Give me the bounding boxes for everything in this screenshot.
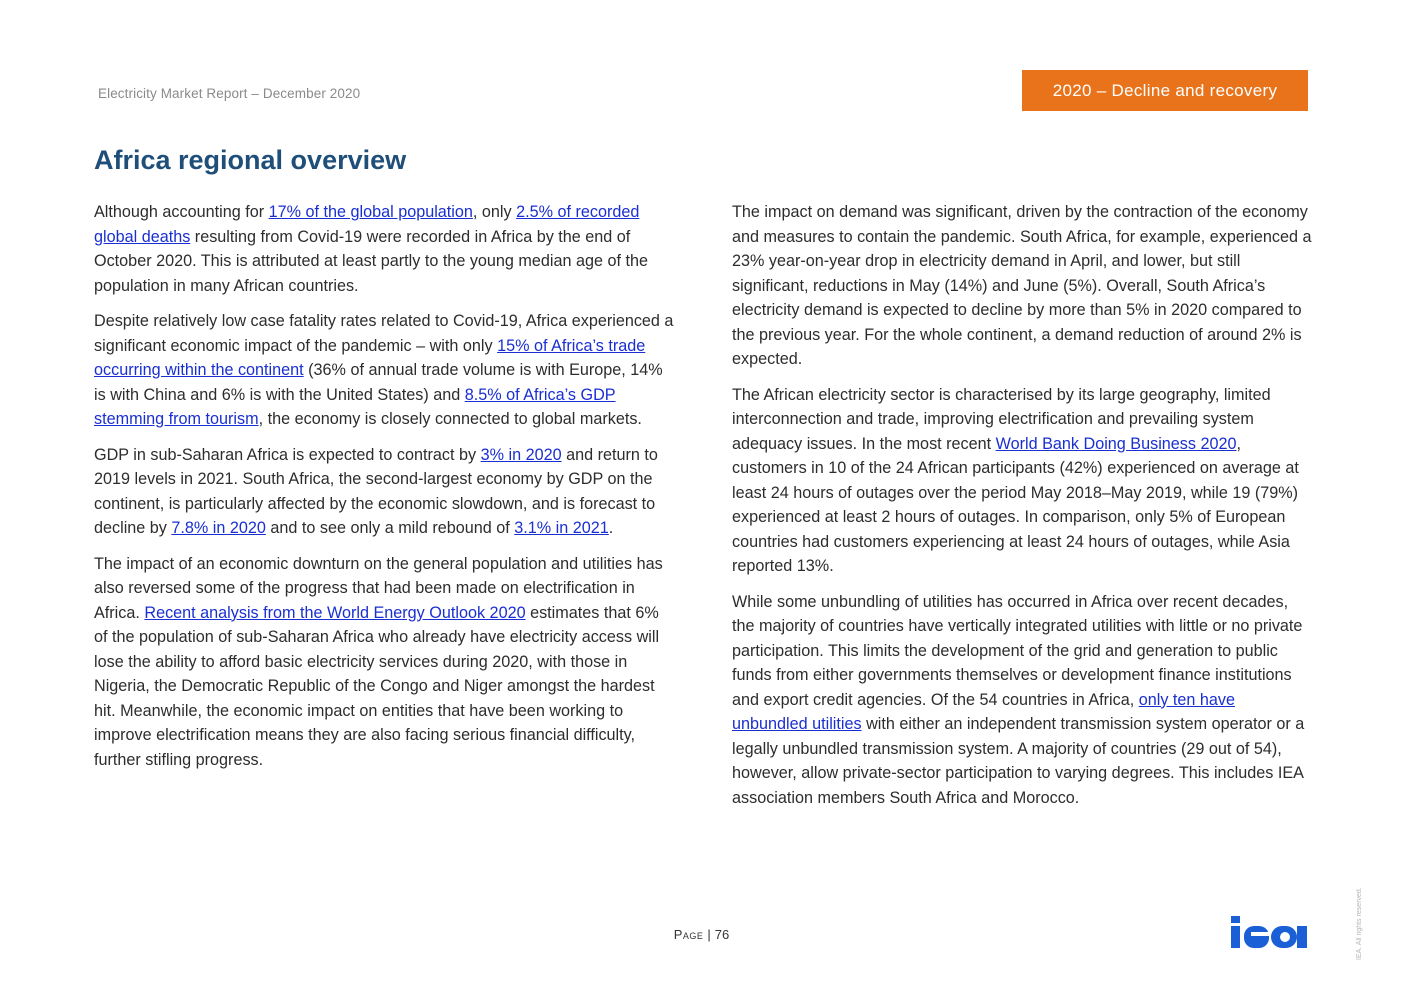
paragraph-text: GDP in sub-Saharan Africa is expected to contract by [94,445,481,464]
paragraph-text: and return to 2019 levels in 2021. South Africa, the second-largest economy by GDP on the continent, is particularly affected by the economic slowdown, and is forecast to decline by [94,445,658,537]
paragraph-electrification [94,552,674,773]
link-world-energy-outlook[interactable]: Recent analysis from the World Energy Outlook 2020 [144,603,526,622]
paragraph-population [94,200,674,298]
paragraph-unbundling [732,590,1312,811]
paragraph-economic-impact [94,309,674,432]
paragraph-text: Despite relatively low case fatality rates related to Covid-19, Africa experienced a significant economic impact of the pandemic – with only [94,312,674,355]
paragraph-text: estimates that 6% of the population of sub-Saharan Africa who already have electricity access will lose the ability to afford basic electricity services during 2020, with those in Nigeria, the Democratic Republic of the Congo and Niger amongst the hardest hit. Meanwhile, the economic impact on entities that have been working to improve electrification means they are also facing serious financial difficulty, further stifling progress. [94,603,660,769]
link-global-population[interactable]: 17% of the global population [268,203,473,221]
paragraph-text: (36% of annual trade volume is with Europe, 14% is with China and 6% is with the United States) and [94,361,663,404]
paragraph-text: , customers in 10 of the 24 African participants (42%) experienced on average at least 24 hours of outages over the period May 2018–May 2019, while 19 (79%) experienced at least 2 hours of outages. In comparison, only 5% of European countries had customers experiencing at least 24 hours of outages, while Asia reported 13%. [732,434,1299,575]
page-number: 76 [714,927,730,942]
paragraph-text: , the economy is closely connected to global markets. [258,410,642,428]
link-world-bank-doing-business[interactable]: World Bank Doing Business 2020 [995,434,1237,453]
iea-logo-icon [1229,912,1309,950]
paragraph-text: The impact of an economic downturn on the general population and utilities has also reversed some of the progress that had been made on electrification in Africa. [94,554,663,622]
paragraph-text: and to see only a mild rebound of [265,519,515,537]
link-global-deaths[interactable]: 2.5% of recorded global deaths [94,203,640,246]
paragraph-text: Although accounting for [94,203,269,221]
paragraph-text: While some unbundling of utilities has occurred in Africa over recent decades, the majority of countries have vertically integrated utilities with little or no private participation. This limits the development of the grid and generation to public funds from either governments themselves or development finance institutions and export credit agencies. Of the 54 countries in Africa, [732,592,1303,709]
page-title: Africa regional overview [94,145,407,175]
page-label: Page [673,927,704,942]
link-gdp-3-1pct-2021[interactable]: 3.1% in 2021 [514,519,609,537]
paragraph-electricity-sector [732,383,1312,579]
link-gdp-7-8pct-2020[interactable]: 7.8% in 2020 [171,519,266,537]
left-column [94,200,674,783]
right-column [732,200,1312,821]
rights-notice: IEA. All rights reserved. [1356,887,1363,960]
page-separator: | [707,927,711,942]
paragraph-text: The African electricity sector is characterised by its large geography, limited interconnection and trade, improving electrification and prevailing system adequacy issues. In the most recent [732,385,1271,453]
page-footer [0,927,1403,942]
paragraph-text: resulting from Covid-19 were recorded in Africa by the end of October 2020. This is attributed at least partly to the young median age of the population in many African countries. [94,227,649,295]
section-tag: 2020 – Decline and recovery [1022,70,1308,111]
paragraph-text: with either an independent transmission system operator or a legally unbundled transmission system. A majority of countries (29 out of 54), however, allow private-sector participation to varying degrees. This includes IEA association members South Africa and Morocco. [732,715,1305,807]
paragraph-text: . [608,519,614,537]
link-gdp-3pct-2020[interactable]: 3% in 2020 [480,445,562,464]
link-africa-trade[interactable]: 15% of Africa’s trade occurring within the continent [94,336,646,379]
link-unbundled-utilities[interactable]: only ten have unbundled utilities [732,690,1236,733]
paragraph-demand-impact: The impact on demand was significant, driven by the contraction of the economy and measures to contain the pandemic. South Africa, for example, experienced a 23% year-on-year drop in electricity demand in April, and lower, but still significant, reductions in May (14%) and June (5%). Overall, South Africa’s electricity demand is expected to decline by more than 5% in 2020 compared to the previous year. For the whole continent, a demand reduction of around 2% is expected. [732,203,1312,368]
paragraph-text: , only [472,203,517,221]
link-africa-tourism[interactable]: 8.5% of Africa’s GDP stemming from tourism [94,385,616,428]
report-header-title: Electricity Market Report – December 2020 [98,86,361,101]
paragraph-gdp [94,443,674,541]
